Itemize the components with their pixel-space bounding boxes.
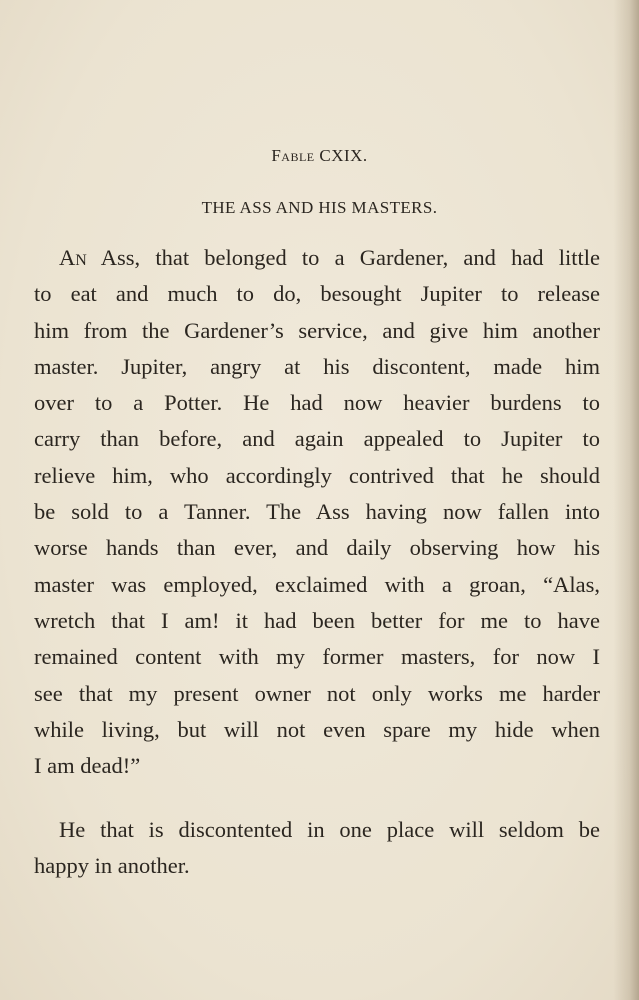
story-line: master was employed, exclaimed with a groan, “Alas, bbox=[34, 571, 600, 597]
moral-paragraph bbox=[34, 812, 600, 885]
story-line: wretch that I am! it had been better for me to have bbox=[34, 607, 600, 633]
story-line: to eat and much to do, besought Jupiter to release bbox=[34, 281, 600, 307]
story-line: An Ass, that belonged to a Gardener, and had little bbox=[59, 245, 600, 270]
fable-title: THE ASS AND HIS MASTERS. bbox=[201, 198, 438, 217]
story-line: carry than before, and again appealed to Jupiter to bbox=[34, 426, 600, 452]
story-line: relieve him, who accordingly contrived that he should bbox=[34, 462, 600, 488]
opening-word: An bbox=[59, 245, 87, 270]
story-line: see that my present owner not only works me harder bbox=[34, 680, 600, 706]
story-paragraph bbox=[34, 240, 600, 784]
moral-line: happy in another. bbox=[34, 853, 190, 879]
story-line: worse hands than ever, and daily observing how his bbox=[34, 535, 600, 561]
story-line: master. Jupiter, angry at his discontent, made him bbox=[34, 353, 600, 379]
story-line: while living, but will not even spare my hide when bbox=[34, 716, 600, 742]
story-line: be sold to a Tanner. The Ass having now fallen into bbox=[34, 499, 600, 525]
story-line: remained content with my former masters, for now I bbox=[34, 644, 600, 670]
story-line: I am dead!” bbox=[34, 753, 141, 779]
moral-line: He that is discontented in one place will seldom be bbox=[59, 817, 600, 842]
story-line: him from the Gardener’s service, and give him another bbox=[34, 317, 600, 343]
story-line: over to a Potter. He had now heavier burdens to bbox=[34, 390, 600, 416]
fable-number: Fable CXIX. bbox=[271, 146, 368, 165]
